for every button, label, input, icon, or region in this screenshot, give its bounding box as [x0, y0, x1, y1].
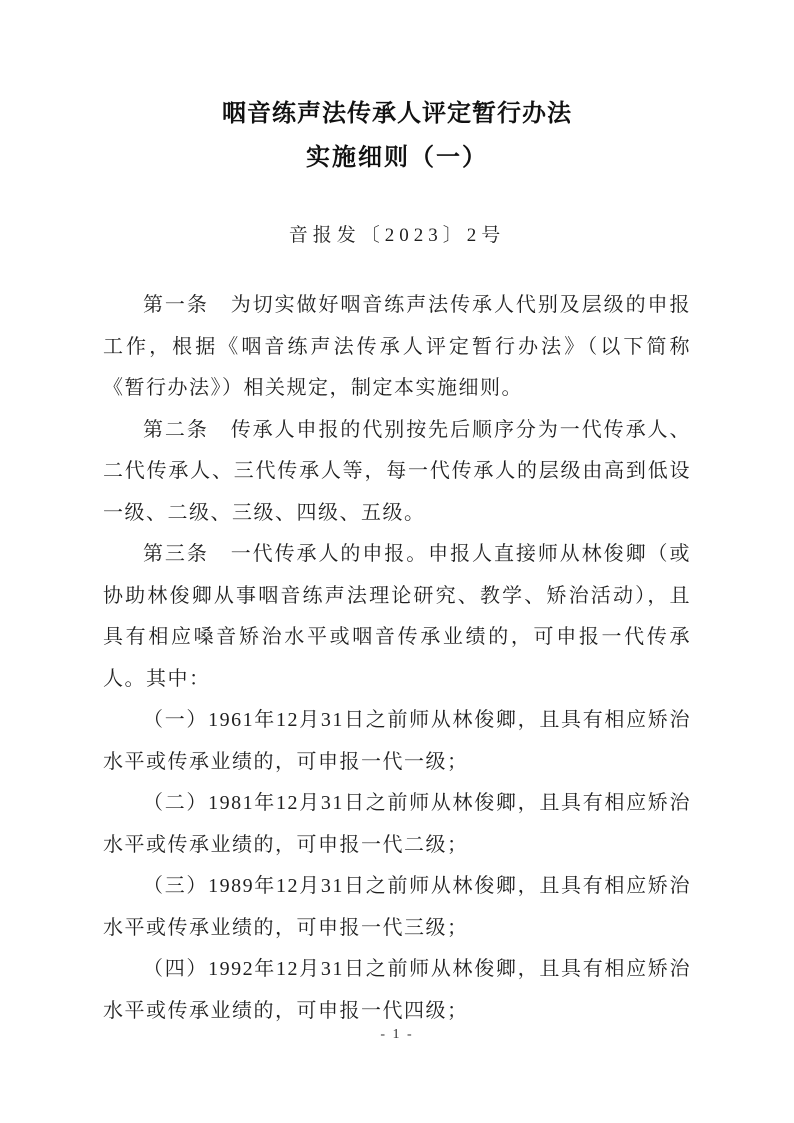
paragraph-article-2: 第二条 传承人申报的代别按先后顺序分为一代传承人、二代传承人、三代传承人等，每一代传承人的层级由高到低设一级、二级、三级、四级、五级。	[103, 418, 691, 524]
paragraph-item-3: （三）1989年12月31日之前师从林俊卿，且具有相应矫治水平或传承业绩的，可申报一代三级；	[103, 875, 691, 939]
paragraph-item-2: （二）1981年12月31日之前师从林俊卿，且具有相应矫治水平或传承业绩的，可申报一代二级；	[103, 792, 691, 856]
paragraph-article-1: 第一条 为切实做好咽音练声法传承人代别及层级的申报工作，根据《咽音练声法传承人评定暂行办法》（以下简称《暂行办法》）相关规定，制定本实施细则。	[103, 294, 691, 399]
paragraph-article-3: 第三条 一代传承人的申报。申报人直接师从林俊卿（或协助林俊卿从事咽音练声法理论研究、教学、矫治活动），且具有相应嗓音矫治水平或咽音传承业绩的，可申报一代传承人。其中：	[103, 543, 691, 690]
paragraph-item-1: （一）1961年12月31日之前师从林俊卿，且具有相应矫治水平或传承业绩的，可申报一代一级；	[103, 709, 691, 773]
document-title-line2: 实施细则（一）	[306, 145, 488, 171]
paragraph-item-4: （四）1992年12月31日之前师从林俊卿，且具有相应矫治水平或传承业绩的，可申报一代四级；	[103, 958, 691, 1022]
document-title-line1: 咽音练声法传承人评定暂行办法	[222, 101, 572, 127]
document-body	[103, 285, 691, 1032]
page-number: - 1 -	[380, 1027, 414, 1042]
document-number: 音报发〔2023〕2号	[288, 225, 506, 246]
document-title	[103, 92, 691, 180]
